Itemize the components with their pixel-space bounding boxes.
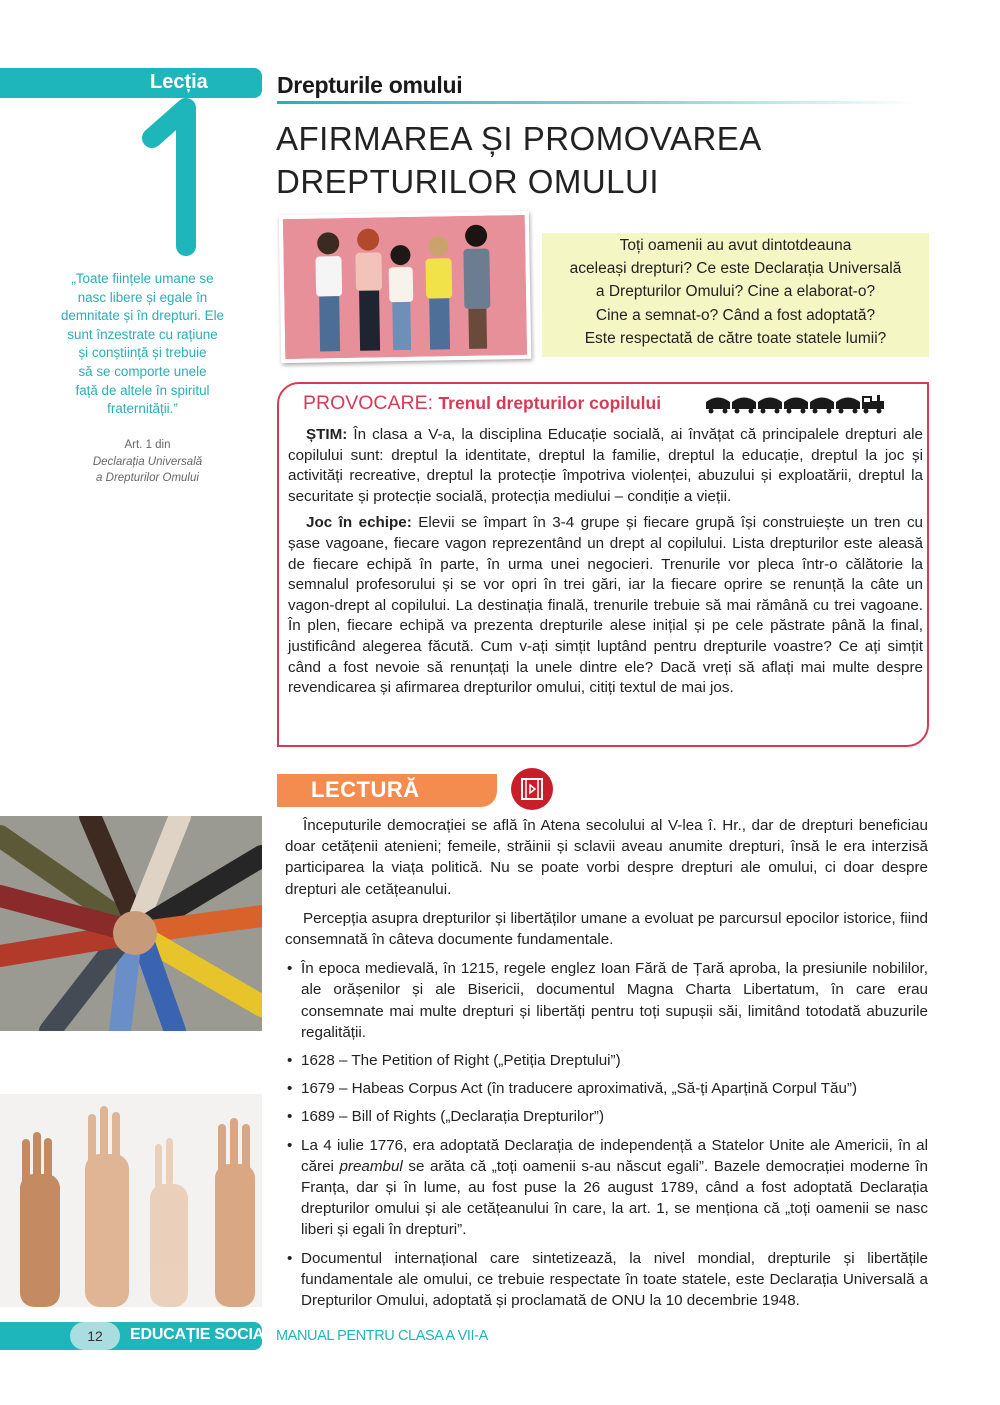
quote-line: „Toate ființele umane se — [71, 271, 214, 286]
train-icon — [705, 392, 887, 414]
quote-line: demnitate și în drepturi. Ele — [60, 308, 224, 324]
joc-paragraph — [288, 513, 923, 698]
intro-questions-box — [542, 233, 929, 357]
question-line: Cine a semnat-o? Când a fost adoptată? — [595, 306, 876, 324]
question-line: Toți oamenii au avut dintotdeauna — [619, 237, 852, 254]
list-item: • În epoca medievală, în 1215, regele englez Ioan Fără de Țară aproba, la presiunile nobililor, ale orășenilor și ale Bisericii, documentul Magna Charta Libertatum, în care erau consemnate mai multe drepturi și libertăți pentru toți supușii săi, limitând totodată abuzurile regalității. — [285, 958, 928, 1043]
title-line: AFIRMAREA ȘI PROMOVAREA — [276, 120, 762, 157]
joc-text: Elevii se împart în 3-4 grupe și fiecare grupă își construiește un tren cu șase vagoane, fiecare vagon reprezentând un drept al copilului. Lista drepturilor este aleasă de fiecare echipă în parte, în urma unei negocieri. Trenurile vor pleca într-o călătorie la semnalul profesorului și se vor opri în trei gări, iar la fiecare oprire se renunță la câte un vagon-drept al copilului. La destinația finală, trenurile trebuie să mai rămână cu trei vagoane. În plen, fiecare echipă va prezenta drepturile alese inițial și pe cele păstrate până la final, justificând alegerea făcută. Cum v-ați simțit luptând pentru drepturile voastre? Ce ați simțit când a fost nevoie să renunțați la unele dintre ele? Dacă vreți să aflați mai multe despre revendicarea și afirmarea drepturilor omului, citiți textul de mai jos. — [288, 514, 923, 697]
citation-line: a Drepturilor Omului — [96, 472, 199, 484]
list-text: La 4 iulie 1776, era adoptată Declarația de independență a Statelor Unite ale Americii, în al cărei — [301, 1136, 928, 1175]
list-item: • 1679 – Habeas Corpus Act (în traducere aproximativă, „Să-ți Aparțină Corpul Tău”) — [285, 1078, 928, 1099]
list-item: • 1628 – The Petition of Right („Petiția Dreptului”) — [285, 1050, 928, 1071]
title-line: DREPTURILOR OMULUI — [276, 163, 660, 200]
quote-line: să se comporte unele — [78, 363, 207, 379]
joc-label: Joc în echipe: — [306, 514, 412, 532]
lectura-tab — [277, 774, 497, 807]
quote-line: sunt înzestrate cu rațiune — [67, 326, 218, 342]
stim-text: În clasa a V-a, la disciplina Educație socială, ai învățat că principalele drepturi ale copilului sunt: dreptul la identitate, dreptul la familie, dreptul la educație, dreptul la joc și activități recreative, dreptul la protecție împotriva violenței, abuzului și exploatării, dreptul la securitate și protecție socială, protecția mediului – condiție a vieții. — [288, 426, 923, 505]
lesson-tab — [0, 68, 262, 98]
lesson-number — [130, 98, 230, 258]
provocare-text — [288, 425, 923, 699]
provocare-heading — [303, 392, 661, 415]
citation-line: Declarația Universală — [92, 455, 203, 468]
quote-citation — [60, 437, 235, 487]
list-item: • Documentul internațional care sintetizează, la nivel mondial, drepturile și libertățile fundamentale ale omului, ce trebuie respectate în toate statele, este Declarația Universală a Drepturilor Omului, adoptată și proclamată de ONU la 10 decembrie 1948. — [285, 1248, 928, 1312]
children-illustration — [283, 215, 527, 359]
footer-manual: MANUAL PENTRU CLASA A VII-A — [276, 1328, 488, 1344]
footer-subject: EDUCAȚIE SOCIALĂ — [130, 1326, 286, 1343]
provocare-title: Trenul drepturilor copilului — [438, 393, 662, 413]
question-line: aceleași drepturi? Ce este Declarația Universală — [569, 260, 902, 278]
raised-hands-photo — [0, 1094, 262, 1307]
list-text-italic: preambul — [339, 1157, 403, 1175]
page-number: 12 — [70, 1322, 120, 1350]
film-play-icon[interactable] — [511, 768, 553, 810]
lesson-title — [276, 117, 762, 203]
stim-label: ȘTIM: — [306, 426, 348, 443]
lectura-text — [285, 815, 928, 1318]
question-line: Este respectată de către toate statele lumii? — [584, 329, 887, 347]
chapter-rule — [277, 101, 917, 104]
lesson-label: Lecția — [150, 71, 208, 93]
lectura-paragraph: Percepția asupra drepturilor și libertăților umane a evoluat pe parcursul epocilor istorice, fiind consemnată în câteva documente fundamentale. — [285, 909, 928, 949]
quote-line: fraternității.” — [107, 401, 178, 417]
stim-paragraph — [288, 425, 923, 507]
question-line: a Drepturilor Omului? Cine a elaborat-o? — [595, 283, 876, 301]
list-text: se arăta că „toți oamenii s-au născut egali”. Bazele democrației moderne în Franța, dar și în lume, au fost puse la 26 august 1789, când a fost adoptată Declarația drepturilor omului și ale cetățeanului în care, la art. 1, se menționa că „toți oamenii se nasc liberi și egali în drepturi”. — [301, 1157, 928, 1239]
article-quote — [30, 270, 255, 419]
children-photo — [279, 211, 532, 363]
quote-line: și conștiință și trebuie — [78, 345, 207, 361]
citation-line: Art. 1 din — [124, 439, 171, 451]
provocare-label: PROVOCARE: — [303, 392, 434, 414]
chapter-title: Drepturile omului — [277, 72, 463, 98]
video-glyph — [511, 768, 553, 810]
list-item — [285, 1135, 928, 1241]
lectura-paragraph: Începuturile democrației se află în Atena secolului al V-lea î. Hr., dar de drepturi beneficiau doar cetățenii atenieni; femeile, străinii și sclavii aveau anumite drepturi, însă le era interzisă participarea la viața politică. Nu se poate vorbi despre drepturi ale omului, ci doar despre drepturi ale cetățeanului. — [285, 817, 928, 898]
lectura-label: LECTURĂ — [311, 777, 420, 802]
documents-list — [285, 958, 928, 1311]
quote-line: nasc libere și egale în — [77, 289, 208, 305]
list-item: • 1689 – Bill of Rights („Declarația Drepturilor”) — [285, 1106, 928, 1127]
hands-together-photo — [0, 816, 262, 1031]
quote-line: față de altele în spiritul — [75, 382, 210, 398]
